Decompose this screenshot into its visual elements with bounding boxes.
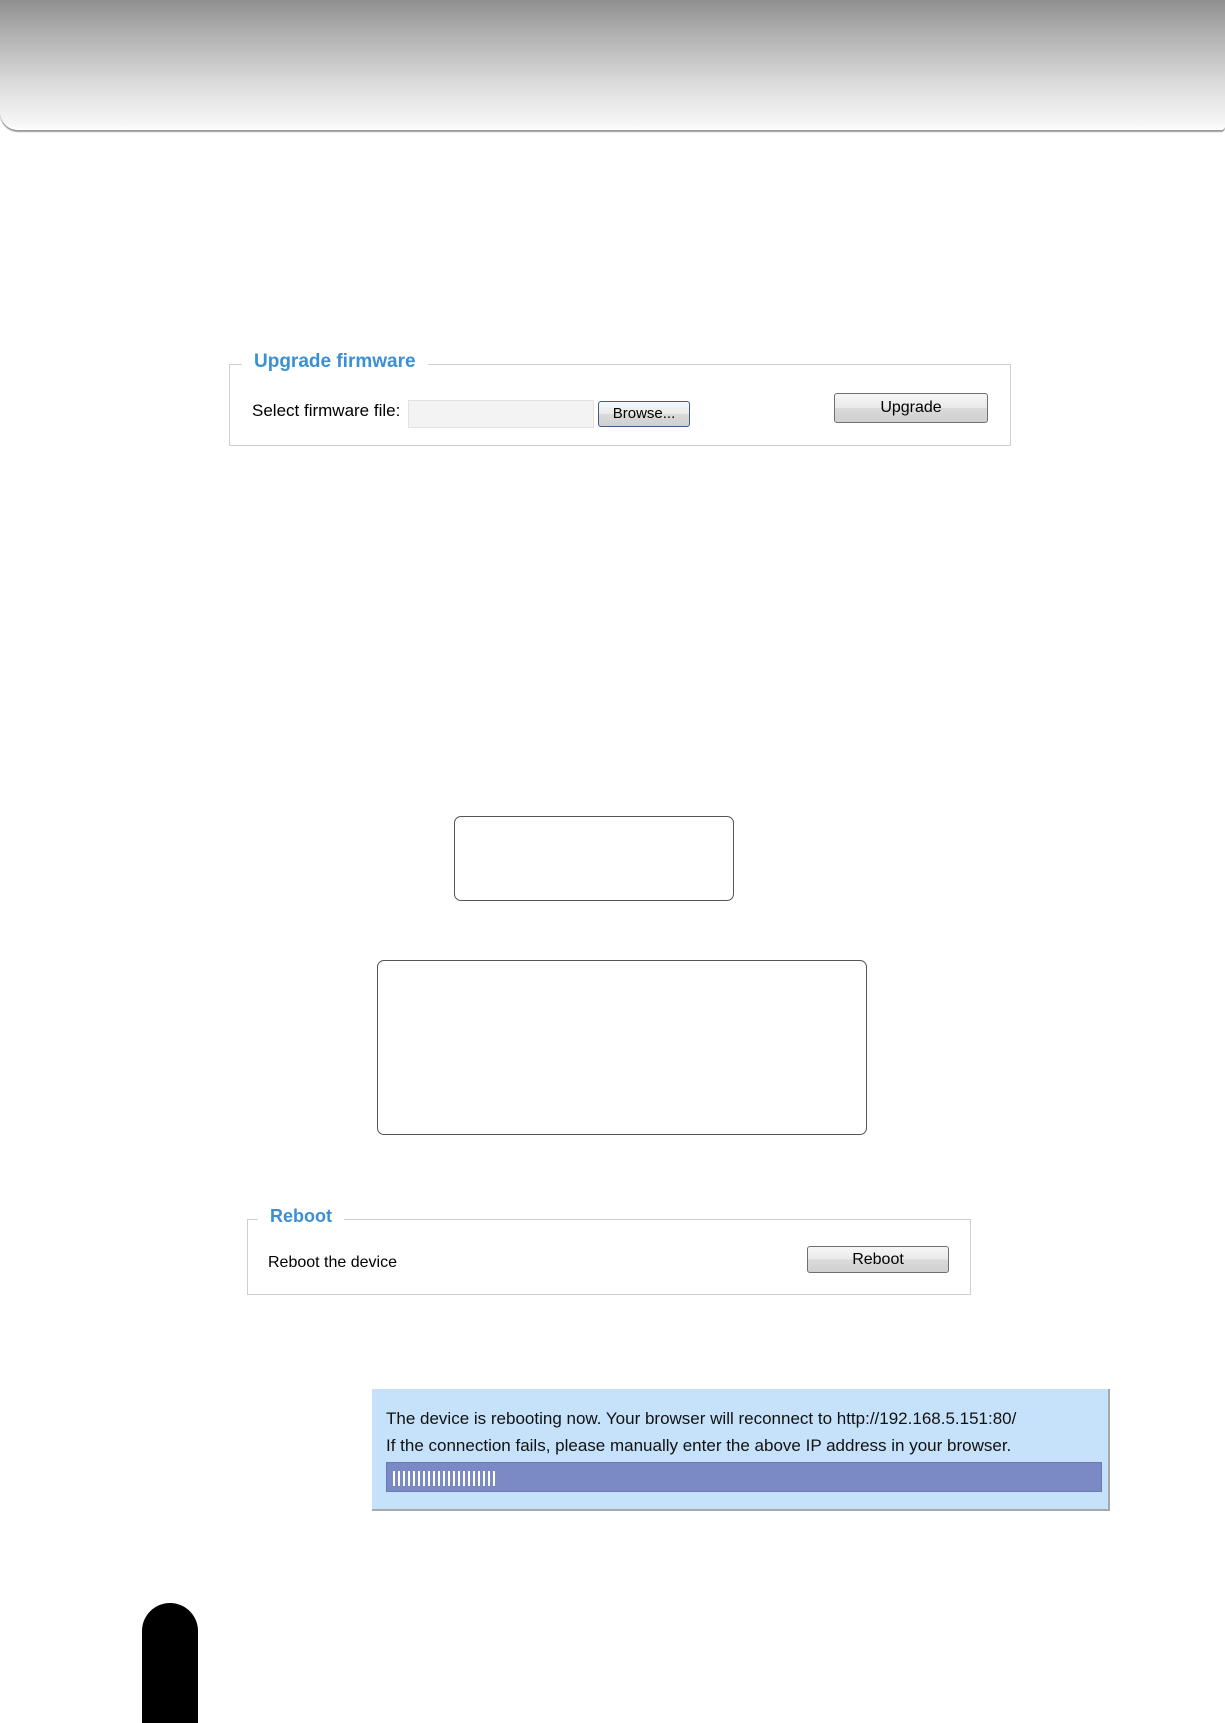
- blank-box-large: [377, 960, 867, 1135]
- reconnect-instruction: If the connection fails, please manually enter the above IP address in your browser.: [386, 1436, 1012, 1455]
- reboot-legend: Reboot: [258, 1206, 344, 1227]
- blank-box-small: [454, 816, 734, 901]
- browse-button[interactable]: Browse...: [598, 401, 690, 427]
- upgrade-firmware-legend: Upgrade firmware: [242, 351, 428, 373]
- select-firmware-label: Select firmware file:: [252, 401, 401, 420]
- reboot-description: Reboot the device: [268, 1254, 397, 1271]
- page-header-band: [0, 0, 1225, 130]
- page-edge-tab: [142, 1603, 198, 1723]
- reboot-progress-bar: [386, 1462, 1102, 1492]
- upgrade-button[interactable]: Upgrade: [834, 393, 988, 423]
- reboot-section: [247, 1206, 971, 1295]
- reboot-status-message: The device is rebooting now. Your browser will reconnect to http://192.168.5.151:80/: [386, 1409, 1017, 1428]
- upgrade-firmware-section: [229, 351, 1011, 446]
- reboot-status-panel: [372, 1389, 1110, 1511]
- reboot-progress-fill: [393, 1471, 498, 1486]
- firmware-file-input[interactable]: [408, 400, 594, 428]
- reboot-button[interactable]: Reboot: [807, 1246, 949, 1273]
